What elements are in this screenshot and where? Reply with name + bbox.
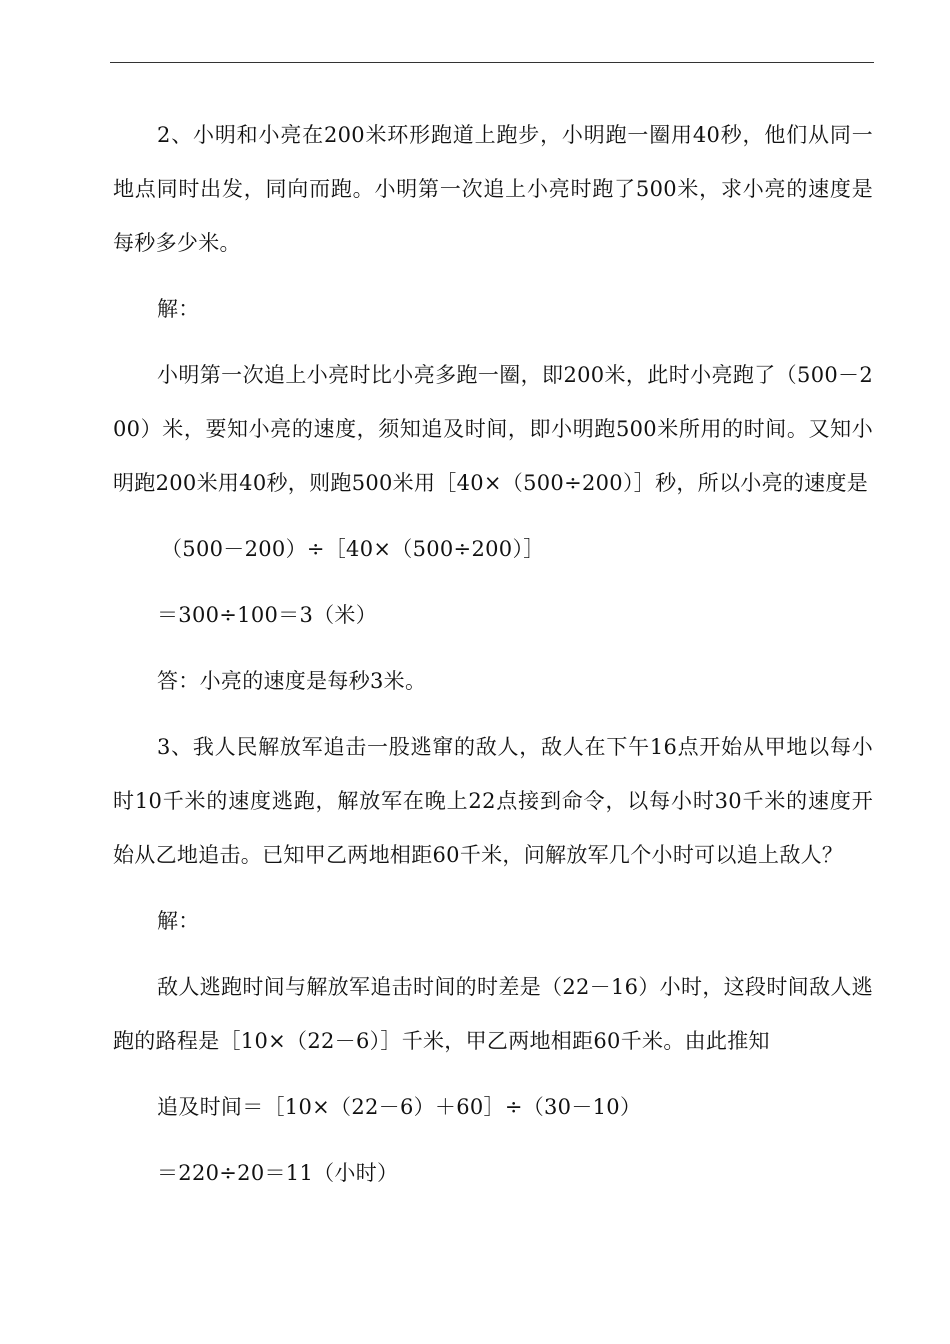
problem-2-solution-label: 解： bbox=[157, 297, 200, 321]
problem-2-equation-2: ＝300÷100＝3（米） bbox=[157, 603, 378, 627]
document-body bbox=[113, 108, 873, 1200]
problem-2-answer: 答：小亮的速度是每秒3米。 bbox=[157, 669, 427, 693]
problem-3-equation-1: 追及时间＝［10×（22－6）＋60］÷（30－10） bbox=[157, 1095, 642, 1119]
problem-2-explanation: 小明第一次追上小亮时比小亮多跑一圈，即200米，此时小亮跑了（500－200）米，要知小亮的速度，须知追及时间，即小明跑500米所用的时间。又知小明跑200米用40秒，则跑500米用［40×（500÷200）］秒，所以小亮的速度是 bbox=[113, 363, 873, 495]
problem-2-equation-1: （500－200）÷［40×（500÷200）］ bbox=[161, 537, 545, 561]
problem-3-explanation: 敌人逃跑时间与解放军追击时间的时差是（22－16）小时，这段时间敌人逃跑的路程是［10×（22－6）］千米，甲乙两地相距60千米。由此推知 bbox=[113, 975, 873, 1053]
problem-3-equation-2: ＝220÷20＝11（小时） bbox=[157, 1161, 399, 1185]
problem-2 bbox=[113, 108, 873, 708]
problem-3-question: 3、我人民解放军追击一股逃窜的敌人，敌人在下午16点开始从甲地以每小时10千米的速度逃跑，解放军在晚上22点接到命令，以每小时30千米的速度开始从乙地追击。已知甲乙两地相距60千米，问解放军几个小时可以追上敌人？ bbox=[113, 735, 873, 867]
problem-2-question: 2、小明和小亮在200米环形跑道上跑步，小明跑一圈用40秒，他们从同一地点同时出发，同向而跑。小明第一次追上小亮时跑了500米，求小亮的速度是每秒多少米。 bbox=[113, 123, 873, 255]
header-rule bbox=[110, 62, 874, 63]
problem-3-solution-label: 解： bbox=[157, 909, 200, 933]
problem-3 bbox=[113, 720, 873, 1200]
